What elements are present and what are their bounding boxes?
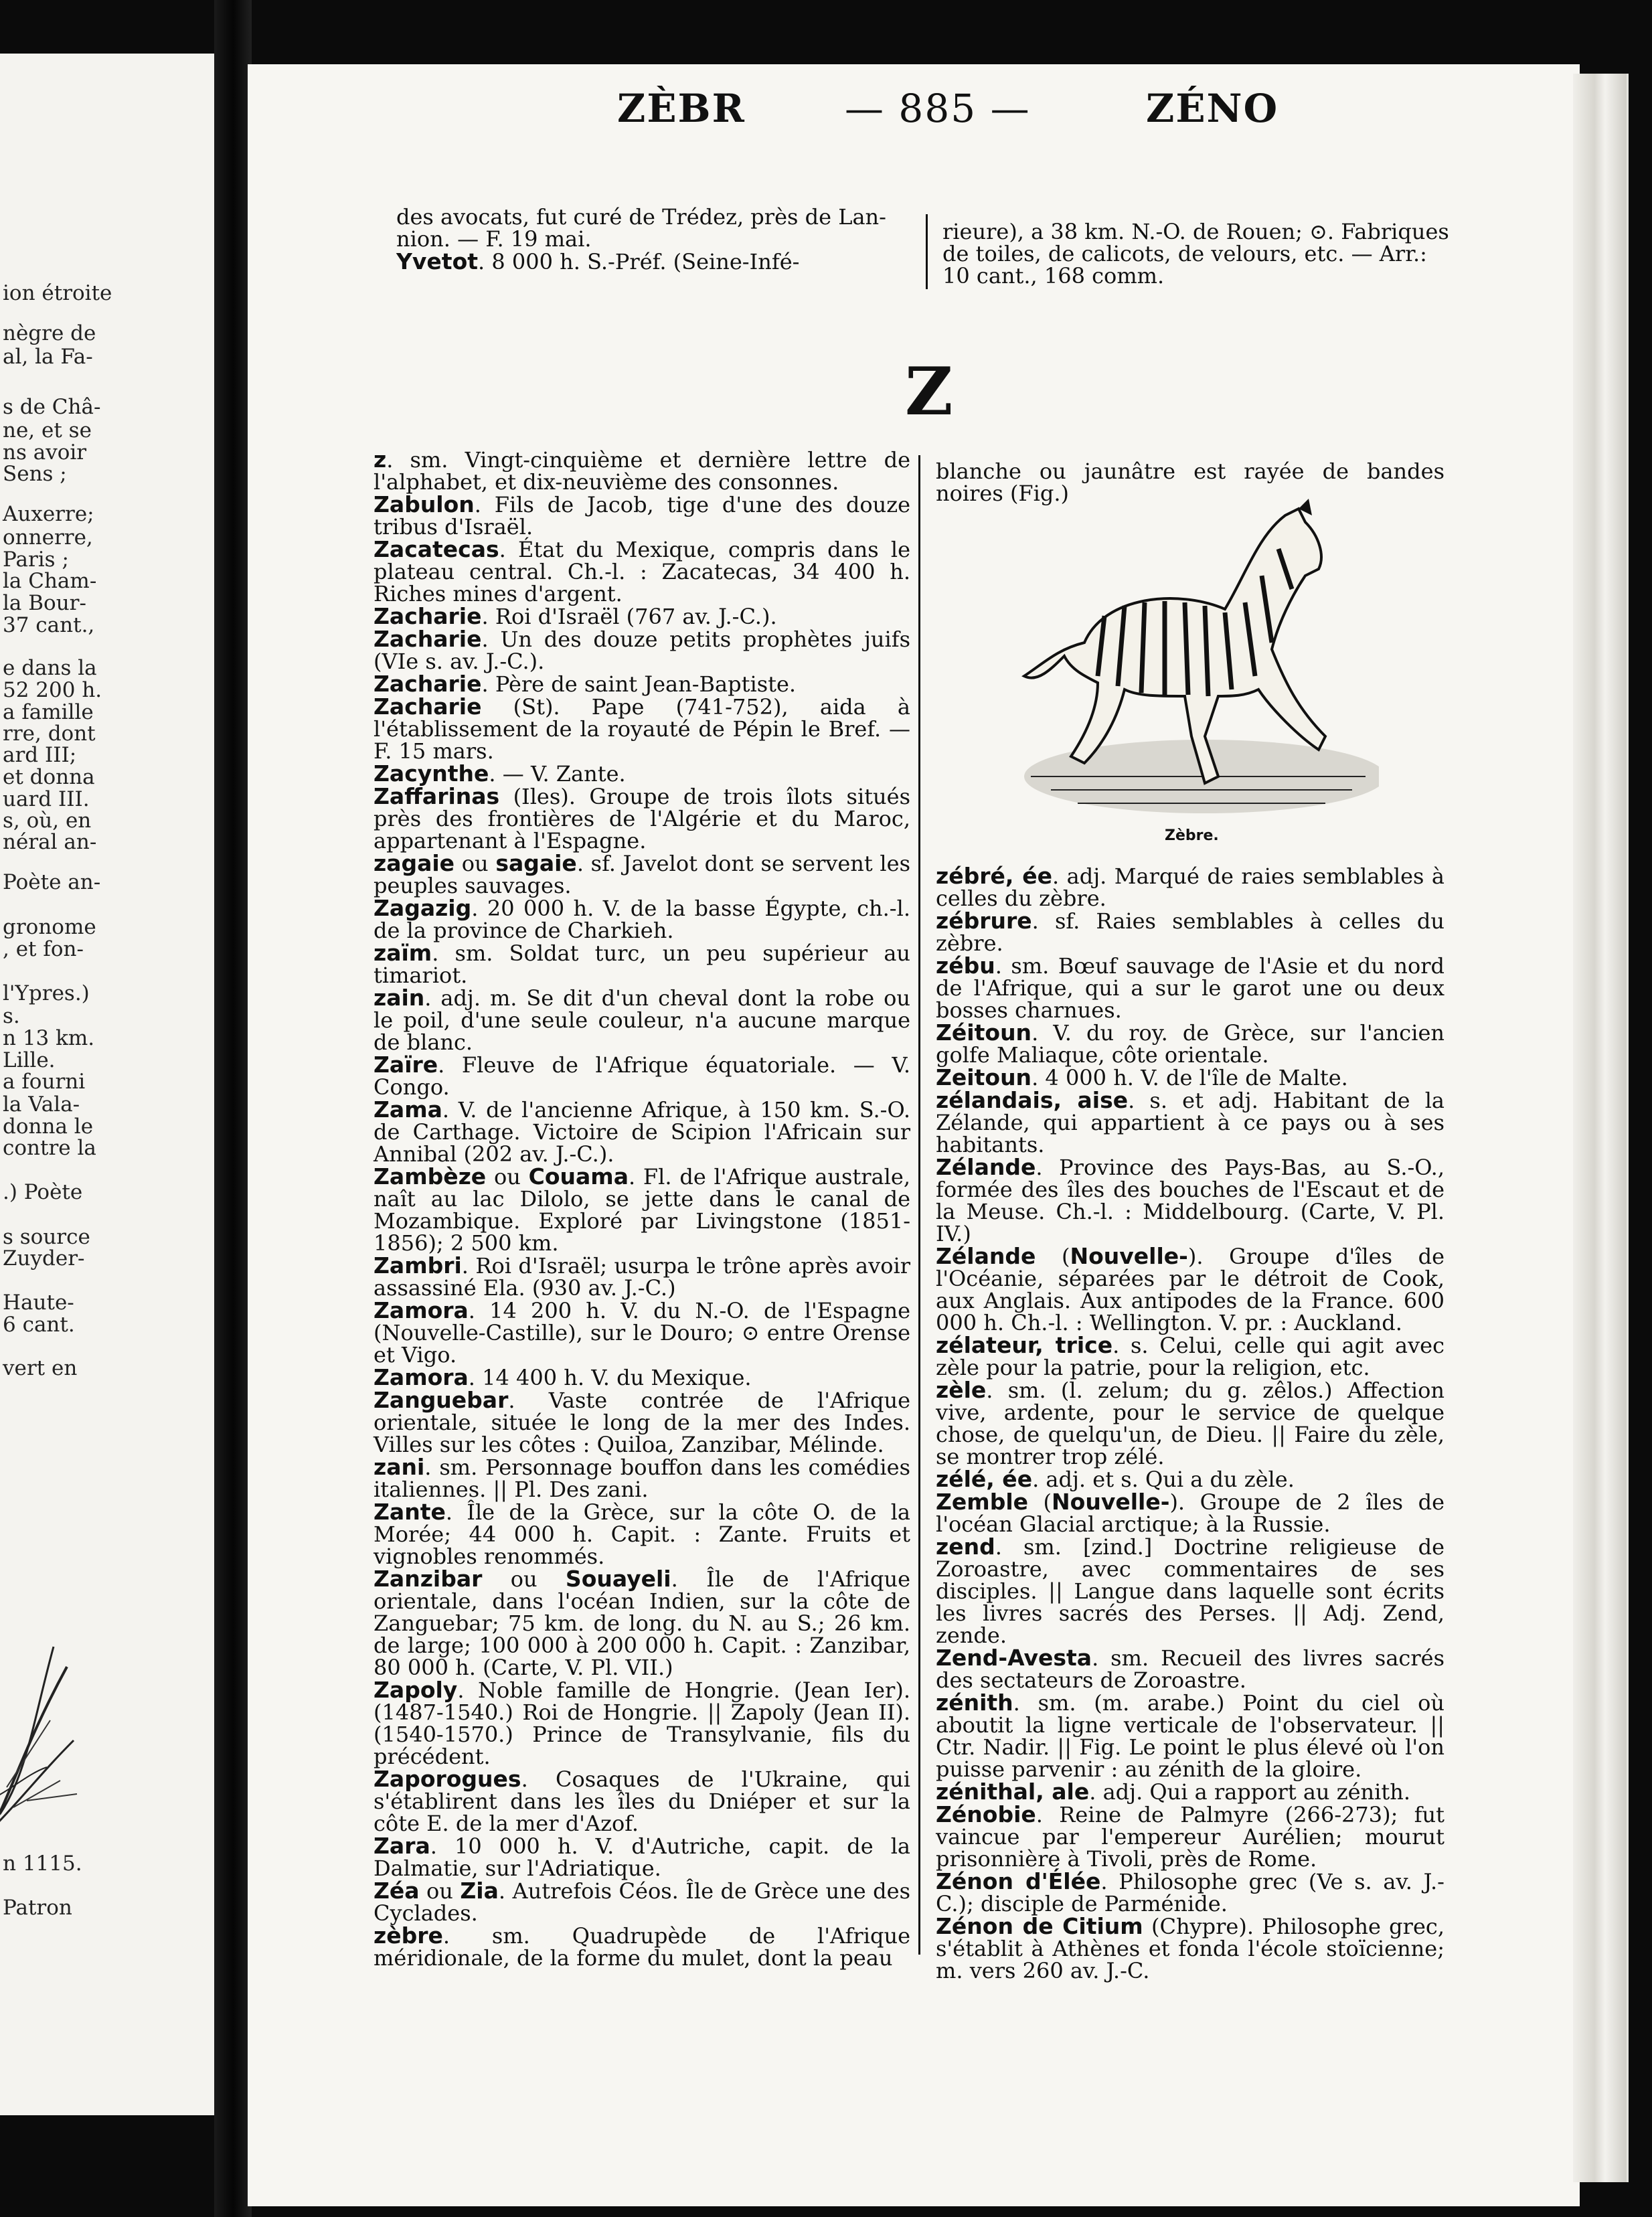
dictionary-entry	[374, 673, 910, 695]
entry-text: . sm. Quadrupède de l'Afrique méridionale, de la forme du mulet, dont la peau	[374, 1923, 910, 1971]
entry-text: . adj. Marqué de raies semblables à celles du zèbre.	[936, 864, 1445, 911]
dictionary-entry	[936, 1021, 1444, 1066]
dictionary-entry	[374, 448, 910, 493]
left-page-text-fragment: s de Châ-	[3, 395, 101, 419]
entry-headword: Zénobie	[936, 1801, 1036, 1827]
zebra-illustration	[1004, 495, 1379, 830]
left-page-text-fragment: nègre de	[3, 321, 96, 345]
dictionary-entry	[374, 695, 910, 762]
entry-text: (Chypre). Philosophe grec, s'établit à Athènes et fonda l'école stoïcienne; m. vers 260 av. J.-C.	[936, 1914, 1444, 1983]
left-page	[0, 54, 221, 2115]
entry-text: . adj. et s. Qui a du zèle.	[1032, 1467, 1295, 1492]
dictionary-entry	[374, 1389, 910, 1456]
dictionary-entry	[936, 1156, 1444, 1245]
entry-text: . adj. Qui a rapport au zénith.	[1089, 1779, 1410, 1805]
entry-headword: Nouvelle-	[1052, 1489, 1170, 1515]
entry-text: . sm. Soldat turc, un peu supérieur au timariot.	[374, 940, 910, 988]
entry-text: ou	[486, 1164, 529, 1189]
left-page-text-fragment: Lille.	[3, 1048, 56, 1072]
line-text: 10 cant., 168 comm.	[942, 263, 1165, 289]
entry-text: . Fl. de l'Afrique australe, naît au lac Dilolo, se jette dans le canal de Mozambique. Exploré par Livingstone (1851-1856); 2 500 km.	[374, 1164, 911, 1256]
entry-headword: Zamora	[374, 1364, 469, 1390]
left-page-text-fragment: e dans la	[3, 656, 97, 680]
entry-headword: Zanzibar	[374, 1566, 483, 1592]
left-page-text-fragment: et donna	[3, 765, 95, 789]
dictionary-entry	[936, 1334, 1444, 1379]
dictionary-entry	[936, 1089, 1444, 1156]
entry-text: . Province des Pays-Bas, au S.-O., formée des îles des bouches de l'Escaut et de la Meuse. Ch.-l. : Middelbourg. (Carte, V. Pl. IV.)	[936, 1155, 1444, 1246]
entry-text: . Île de l'Afrique orientale, dans l'océan Indien, sur la côte de Zanguebar; 75 km. de long. du N. au S.; 26 km. de large; 100 000 à 200 000 h. Capit. : Zanzibar, 80 000 h. (Carte, V. Pl. VII.)	[374, 1566, 911, 1680]
entry-headword: Zacharie	[374, 671, 482, 697]
dictionary-entry	[374, 852, 910, 897]
entry-headword: Zacynthe	[374, 760, 489, 787]
entry-text: . 4 000 h. V. de l'île de Malte.	[1031, 1065, 1348, 1090]
entry-headword: Zaïre	[374, 1052, 438, 1078]
left-page-text-fragment: contre la	[3, 1136, 96, 1160]
dictionary-entry	[374, 1835, 910, 1880]
entry-headword: zélandais, aise	[936, 1087, 1129, 1113]
dictionary-entry	[936, 1379, 1444, 1468]
left-page-text-fragment: rre, dont	[3, 722, 96, 746]
entry-headword: Zabulon	[374, 491, 475, 517]
left-page-text-fragment: ard III;	[3, 743, 77, 767]
column-rule	[918, 455, 920, 1955]
entry-headword: zélateur, trice	[936, 1332, 1113, 1358]
entry-text: . Un des douze petits prophètes juifs (VIe s. av. J.-C.).	[374, 627, 910, 674]
dictionary-entry	[374, 628, 910, 673]
text-line	[942, 265, 1459, 287]
entry-text: . sf. Raies semblables à celles du zèbre.	[936, 908, 1444, 956]
dictionary-entry	[374, 1254, 910, 1299]
entry-text: . 20 000 h. V. de la basse Égypte, ch.-l. de la province de Charkieh.	[374, 896, 910, 943]
entry-text: . État du Mexique, compris dans le plateau central. Ch.-l. : Zacatecas, 34 400 h. Riches mines d'argent.	[374, 537, 910, 606]
entry-headword: Zénon d'Élée	[936, 1868, 1101, 1894]
dictionary-entry	[374, 1366, 910, 1389]
dictionary-entry	[936, 1803, 1444, 1870]
entry-headword: Zaffarinas	[374, 783, 500, 809]
left-page-text-fragment: onnerre,	[3, 525, 93, 550]
left-page-text-fragment: 37 cant.,	[3, 613, 95, 637]
entry-headword: Zeitoun	[936, 1064, 1032, 1090]
left-page-text-fragment: Poète an-	[3, 870, 101, 894]
left-page-text-fragment: 6 cant.	[3, 1313, 75, 1337]
book-gutter	[214, 0, 252, 2217]
entry-headword: Zante	[374, 1499, 446, 1525]
left-page-text-fragment: donna le	[3, 1115, 94, 1139]
text-line	[396, 228, 910, 250]
entry-text: . 14 400 h. V. du Mexique.	[468, 1365, 752, 1390]
left-page-text-fragment: Haute-	[3, 1291, 74, 1315]
entry-text: . sm. Bœuf sauvage de l'Asie et du nord de l'Afrique, qui a sur le garot une ou deux bosses charnues.	[936, 953, 1444, 1023]
entry-headword: sagaie	[495, 850, 577, 876]
entry-headword: Zapoly	[374, 1677, 458, 1703]
left-page-text-fragment: a fourni	[3, 1070, 86, 1094]
dictionary-entry	[374, 785, 910, 852]
top-left-block	[396, 206, 910, 273]
left-page-text-fragment: 52 200 h.	[3, 678, 102, 702]
dictionary-entry	[374, 897, 910, 942]
entry-headword: Souayeli	[565, 1566, 671, 1592]
entry-text: . Vaste contrée de l'Afrique orientale, située le long de la mer des Indes. Villes sur les côtes : Quiloa, Zanzibar, Mélinde.	[374, 1388, 910, 1457]
entry-text: . s. Celui, celle qui agit avec zèle pour la patrie, pour la religion, etc.	[936, 1333, 1445, 1380]
dictionary-entry	[936, 955, 1444, 1021]
left-page-text-fragment: la Bour-	[3, 591, 86, 615]
running-head-right: ZÉNO	[1146, 86, 1279, 131]
dictionary-entry	[374, 942, 910, 987]
dictionary-entry	[374, 987, 910, 1054]
left-page-text-fragment: la Cham-	[3, 569, 97, 593]
dictionary-entry	[936, 1066, 1444, 1089]
left-page-text-fragment: Patron	[3, 1896, 72, 1920]
left-page-text-fragment: n 13 km.	[3, 1026, 95, 1050]
entry-text: (St). Pape (741-752), aida à l'établissement de la royauté de Pépin le Bref. — F. 15 mars.	[374, 694, 910, 764]
entry-headword: Zéitoun	[936, 1019, 1032, 1046]
left-page-text-fragment: la Vala-	[3, 1092, 80, 1117]
entry-headword: zend	[936, 1534, 995, 1560]
line-text: des avocats, fut curé de Trédez, près de Lan-	[396, 204, 886, 230]
entry-headword: zani	[374, 1454, 425, 1480]
left-page-text-fragment: vert en	[3, 1356, 78, 1380]
running-head-left: ZÈBR	[617, 86, 746, 131]
entry-headword: Zama	[374, 1096, 442, 1123]
entry-headword: Zanguebar	[374, 1387, 509, 1413]
dictionary-entry	[374, 762, 910, 785]
entry-text: . Fleuve de l'Afrique équatoriale. — V. Congo.	[374, 1052, 910, 1100]
left-page-text-fragment: l'Ypres.)	[3, 981, 90, 1005]
entry-text: . Reine de Palmyre (266-273); fut vaincue par l'empereur Aurélien; mourut prisonnière à Tivoli, près de Rome.	[936, 1802, 1444, 1872]
section-letter: Z	[905, 353, 953, 430]
entry-headword: Zélande	[936, 1154, 1036, 1180]
dictionary-entry	[374, 605, 910, 628]
dictionary-entry	[374, 1768, 910, 1835]
line-text: . 8 000 h. S.-Préf. (Seine-Infé-	[478, 249, 800, 274]
entry-text: . Roi d'Israël (767 av. J.-C.).	[481, 604, 777, 629]
left-page-text-fragment: , et fon-	[3, 937, 84, 961]
entry-text: . Noble famille de Hongrie. (Jean Ier). (1487-1540.) Roi de Hongrie. || Zapoly (Jean II). (1540-1570.) Prince de Transylvanie, fils du précédent.	[374, 1677, 910, 1769]
dictionary-entry	[936, 1781, 1444, 1803]
left-page-text-fragment: n 1115.	[3, 1852, 82, 1876]
dictionary-entry	[374, 1456, 910, 1501]
left-page-text-fragment: al, la Fa-	[3, 345, 93, 369]
entry-headword: Zélande	[936, 1243, 1036, 1269]
entry-text: . adj. m. Se dit d'un cheval dont la robe ou le poil, d'une seule couleur, n'a aucune marque de blanc.	[374, 985, 910, 1055]
line-text: de toiles, de calicots, de velours, etc. — Arr.:	[942, 241, 1427, 266]
left-page-text-fragment: Sens ;	[3, 462, 67, 486]
entry-headword: zélé, ée	[936, 1466, 1033, 1492]
text-line	[942, 221, 1459, 243]
entry-text: . Cosaques de l'Ukraine, qui s'établirent dans les îles du Dniéper et sur la côte E. de la mer d'Azof.	[374, 1767, 910, 1836]
dictionary-entry	[374, 493, 910, 538]
entry-text: . sm. Vingt-cinquième et dernière lettre de l'alphabet, et dix-neuvième des consonnes.	[374, 447, 910, 495]
entry-headword: zénithal, ale	[936, 1779, 1090, 1805]
entry-headword: Zéa	[374, 1878, 420, 1904]
entry-headword: zénith	[936, 1690, 1013, 1716]
entry-text: . Père de saint Jean-Baptiste.	[481, 671, 797, 697]
entry-headword: zaïm	[374, 940, 432, 966]
left-page-text-fragment: ns avoir	[3, 440, 87, 465]
plant-illustration-fragment	[0, 1640, 80, 1841]
left-page-text-fragment: néral an-	[3, 830, 97, 854]
dictionary-entry	[936, 1647, 1444, 1692]
entry-headword: Zacharie	[374, 603, 482, 629]
entry-text: ). Groupe de 2 îles de l'océan Glacial arctique; à la Russie.	[936, 1489, 1445, 1537]
entry-text: . sm. (l. zelum; du g. zêlos.) Affection vive, ardente, pour le service de quelque chose, de quelqu'un, de Dieu. || Faire du zèle, se montrer trop zélé.	[936, 1378, 1444, 1469]
entry-text: . sm. Personnage bouffon dans les comédies italiennes. || Pl. Des zani.	[374, 1455, 910, 1502]
entry-text: ). Groupe d'îles de l'Océanie, séparées par le détroit de Cook, aux Anglais. Aux antipodes de la France. 600 000 h. Ch.-l. : Wellington. V. pr. : Auckland.	[936, 1244, 1445, 1335]
dictionary-entry	[374, 1880, 910, 1924]
left-page-text-fragment: a famille	[3, 700, 94, 724]
entry-text: (Iles). Groupe de trois îlots situés près des frontières de l'Algérie et du Maroc, appartenant à l'Espagne.	[374, 784, 910, 853]
top-right-block	[942, 221, 1459, 287]
text-line	[396, 250, 910, 273]
dictionary-entry	[936, 1915, 1444, 1982]
entry-headword: Zamora	[374, 1297, 469, 1323]
entry-text: . V. du roy. de Grèce, sur l'ancien golfe Maliaque, côte orientale.	[936, 1020, 1444, 1068]
entry-headword: zèle	[936, 1377, 987, 1403]
entry-headword: Zambri	[374, 1252, 462, 1279]
dictionary-entry	[374, 1924, 910, 1969]
entry-headword: Zacharie	[374, 626, 482, 652]
entry-text: . sm. (m. arabe.) Point du ciel où aboutit la ligne verticale de l'observateur. || Ctr. Nadir. || Fig. Le point le plus élevé où l'on puisse parvenir : au zénith de la gloire.	[936, 1690, 1444, 1782]
dictionary-entry	[374, 1501, 910, 1568]
dictionary-entry	[936, 910, 1444, 955]
entry-text: (	[1036, 1244, 1070, 1269]
entry-headword: zèbre	[374, 1922, 443, 1949]
entry-text: blanche ou jaunâtre est rayée de bandes noires (Fig.)	[936, 459, 1444, 506]
left-page-text-fragment: s, où, en	[3, 809, 92, 833]
dictionary-entry	[936, 865, 1444, 910]
entry-headword: zébré, ée	[936, 863, 1052, 889]
entry-text: . sm. [zind.] Doctrine religieuse de Zoroastre, avec commentaires de ses disciples. || Langue dans laquelle sont écrits les livres sacrés des Perses. || Adj. Zend, zende.	[936, 1534, 1444, 1648]
page-edge	[1573, 74, 1629, 2182]
left-page-text-fragment: gronome	[3, 915, 96, 939]
entry-text: ou	[419, 1878, 461, 1904]
entry-text: ou	[455, 851, 496, 876]
entry-text: . Fils de Jacob, tige d'une des douze tribus d'Israël.	[374, 492, 910, 540]
entry-headword: Yvetot	[396, 248, 479, 274]
entry-headword: Zacharie	[374, 693, 482, 720]
entry-text: . — V. Zante.	[489, 761, 626, 787]
line-text: rieure), a 38 km. N.-O. de Rouen; ⊙. Fabriques	[942, 219, 1449, 244]
entry-headword: Zia	[460, 1878, 499, 1904]
left-page-text-fragment: uard III.	[3, 787, 90, 811]
entry-text: . Roi d'Israël; usurpa le trône après avoir assassiné Ela. (930 av. J.-C.)	[374, 1253, 910, 1301]
entry-text: . sf. Javelot dont se servent les peuples sauvages.	[374, 851, 910, 898]
entry-text: . Philosophe grec (Ve s. av. J.-C.); disciple de Parménide.	[936, 1869, 1444, 1916]
dictionary-entry	[936, 1491, 1444, 1536]
entry-headword: Zara	[374, 1833, 430, 1859]
dictionary-entry	[936, 1536, 1444, 1647]
entry-headword: z	[374, 446, 387, 473]
dictionary-entry	[374, 1568, 910, 1679]
entry-text: ou	[482, 1566, 566, 1592]
left-page-text-fragment: s.	[3, 1004, 20, 1028]
dictionary-entry	[374, 1165, 910, 1254]
entry-headword: zébrure	[936, 908, 1032, 934]
left-page-text-fragment: ne, et se	[3, 418, 92, 442]
dictionary-entry	[936, 1870, 1444, 1915]
dictionary-entry	[374, 1098, 910, 1165]
entry-headword: zain	[374, 985, 425, 1011]
left-column	[374, 448, 910, 1969]
entry-headword: Zemble	[936, 1489, 1029, 1515]
left-page-text-fragment: ion étroite	[3, 281, 112, 305]
entry-headword: Nouvelle-	[1070, 1243, 1188, 1269]
dictionary-entry	[936, 1692, 1444, 1781]
page-number: — 885 —	[845, 86, 1031, 131]
dictionary-entry	[374, 1054, 910, 1098]
line-text: nion. — F. 19 mai.	[396, 226, 592, 252]
entry-headword: zébu	[936, 953, 995, 979]
left-page-text-fragment: Auxerre;	[3, 502, 94, 526]
left-page-text-fragment: Zuyder-	[3, 1246, 85, 1270]
entry-text: . 14 200 h. V. du N.-O. de l'Espagne (Nouvelle-Castille), sur le Douro; ⊙ entre Orense et Vigo.	[374, 1298, 910, 1368]
dictionary-entry	[374, 538, 910, 605]
dictionary-entry	[374, 1679, 910, 1768]
entry-text: (	[1028, 1489, 1052, 1515]
text-line	[396, 206, 910, 228]
entry-headword: Zaporogues	[374, 1766, 521, 1792]
entry-text: . Île de la Grèce, sur la côte O. de la Morée; 44 000 h. Capit. : Zante. Fruits et vignobles renommés.	[374, 1499, 910, 1569]
right-column	[936, 865, 1444, 1982]
entry-headword: Zénon de Citium	[936, 1913, 1143, 1939]
entry-text: . s. et adj. Habitant de la Zélande, qui appartient à ce pays ou à ses habitants.	[936, 1088, 1445, 1157]
entry-headword: Zambèze	[374, 1163, 487, 1189]
entry-headword: zagaie	[374, 850, 455, 876]
left-page-text-fragment: s source	[3, 1225, 90, 1249]
entry-text: . Autrefois Céos. Île de Grèce une des Cyclades.	[374, 1878, 911, 1926]
dictionary-entry	[374, 1299, 910, 1366]
entry-text: . sm. Recueil des livres sacrés des sectateurs de Zoroastre.	[936, 1645, 1444, 1693]
top-column-rule	[926, 214, 928, 289]
text-line	[942, 243, 1459, 265]
entry-headword: Zacatecas	[374, 536, 499, 562]
entry-headword: Couama	[528, 1163, 629, 1189]
left-page-text-fragment: .) Poète	[3, 1180, 83, 1204]
dictionary-entry	[936, 1245, 1444, 1334]
figure-caption: Zèbre.	[1165, 827, 1219, 844]
entry-headword: Zagazig	[374, 895, 472, 921]
entry-text: . 10 000 h. V. d'Autriche, capit. de la Dalmatie, sur l'Adriatique.	[374, 1833, 910, 1881]
left-page-text-fragment: Paris ;	[3, 548, 69, 572]
entry-headword: Zend-Avesta	[936, 1645, 1092, 1671]
dictionary-entry	[936, 1468, 1444, 1491]
entry-text: . V. de l'ancienne Afrique, à 150 km. S.-O. de Carthage. Victoire de Scipion l'Africain sur Annibal (202 av. J.-C.).	[374, 1097, 910, 1167]
